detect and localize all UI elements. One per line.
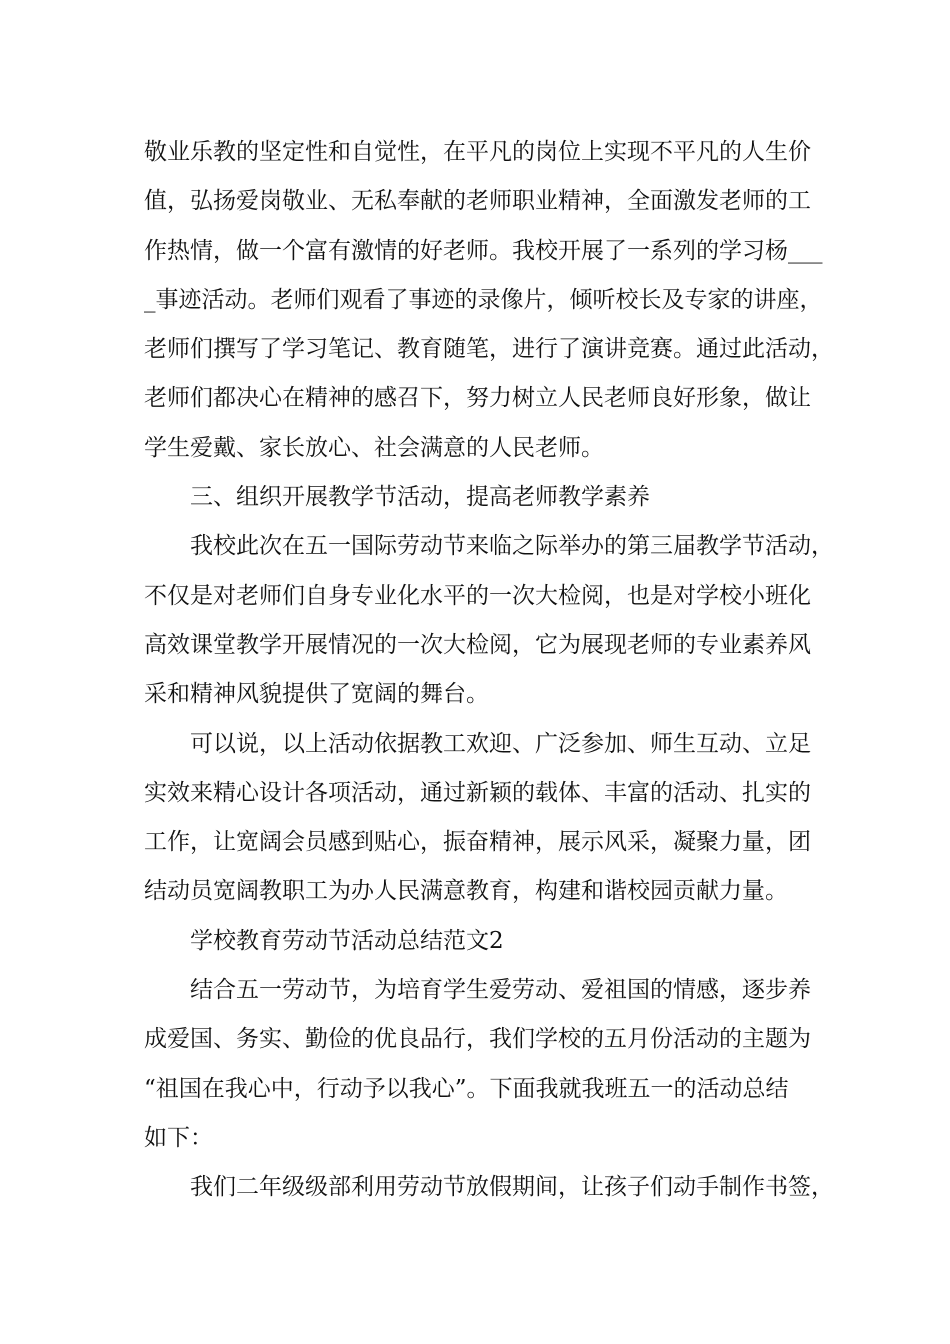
text-line: _事迹活动。老师们观看了事迹的录像片，倾听校长及专家的讲座， — [144, 286, 823, 313]
text-line: 采和精神风貌提供了宽阔的舞台。 — [144, 681, 489, 708]
text-line: 结动员宽阔教职工为办人民满意教育，构建和谐校园贡献力量。 — [144, 878, 788, 905]
document-body — [144, 128, 834, 1213]
text-line: 老师们都决心在精神的感召下，努力树立人民老师良好形象，做让 — [144, 385, 811, 412]
text-line: 实效来精心设计各项活动，通过新颖的载体、丰富的活动、扎实的 — [144, 779, 811, 806]
text-line: 不仅是对老师们自身专业化水平的一次大检阅，也是对学校小班化 — [144, 582, 811, 609]
section-heading: 三、组织开展教学节活动，提高老师教学素养 — [190, 484, 650, 511]
text-line: 我们二年级级部利用劳动节放假期间，让孩子们动手制作书签， — [190, 1174, 834, 1201]
article-title: 学校教育劳动节活动总结范文2 — [190, 927, 504, 954]
text-line: 高效课堂教学开展情况的一次大检阅，它为展现老师的专业素养风 — [144, 631, 811, 658]
text-line: 如下： — [144, 1124, 213, 1151]
text-line: 值，弘扬爱岗敬业、无私奉献的老师职业精神，全面激发老师的工 — [144, 188, 811, 215]
text-line: 学生爱戴、家长放心、社会满意的人民老师。 — [144, 434, 604, 461]
text-line: 工作，让宽阔会员感到贴心，振奋精神，展示风采，凝聚力量，团 — [144, 829, 811, 856]
text-line: 老师们撰写了学习笔记、教育随笔，进行了演讲竞赛。通过此活动， — [144, 336, 834, 363]
text-line: “祖国在我心中，行动予以我心”。下面我就我班五一的活动总结 — [144, 1075, 789, 1102]
text-line: 结合五一劳动节，为培育学生爱劳动、爱祖国的情感，逐步养 — [190, 977, 811, 1004]
text-line: 作热情，做一个富有激情的好老师。我校开展了一系列的学习杨___ — [144, 237, 823, 264]
text-line: 我校此次在五一国际劳动节来临之际举办的第三届教学节活动， — [190, 533, 834, 560]
text-line: 成爱国、务实、勤俭的优良品行，我们学校的五月份活动的主题为 — [144, 1026, 811, 1053]
text-line: 敬业乐教的坚定性和自觉性，在平凡的岗位上实现不平凡的人生价 — [144, 139, 811, 165]
text-line: 可以说，以上活动依据教工欢迎、广泛参加、师生互动、立足 — [190, 730, 811, 757]
